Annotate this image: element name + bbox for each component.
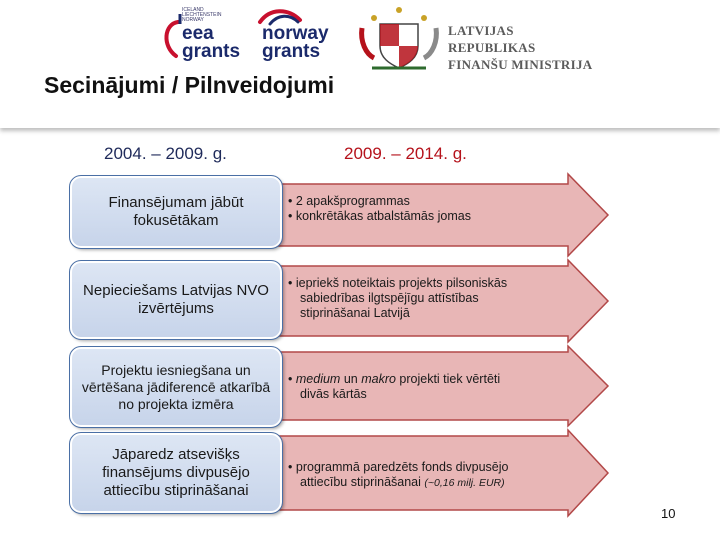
improvement-item: • 2 apakšprogrammas — [288, 194, 410, 208]
ministry-name — [448, 22, 598, 73]
ministry-line-2: FINANŠU MINISTRIJA — [448, 57, 593, 72]
improvement-text-4: • programmā paredzēts fonds divpusējo attiecību stiprināšanai (~0,16 milj. EUR) — [288, 460, 556, 491]
improvement-text-1 — [288, 194, 556, 224]
conclusion-box-2: Nepieciešams Latvijas NVO izvērtējums — [70, 261, 282, 339]
period-2009-2014: 2009. – 2014. g. — [344, 144, 467, 163]
conclusion-box-4: Jāparedz atsevišķs finansējums divpusējo attiecību stiprināšanai — [70, 433, 282, 513]
ministry-line-1: LATVIJAS REPUBLIKAS — [448, 23, 536, 55]
improvement-item: • iepriekš noteiktais projekts pilsoniskās — [288, 276, 508, 290]
improvement-arrow-3 — [250, 344, 610, 428]
norway-word: norway — [262, 23, 329, 44]
improvement-arrow-1 — [250, 172, 610, 258]
eea-swirl-icon — [160, 6, 184, 64]
norway-grants-logo — [252, 6, 342, 64]
conclusion-box-3: Projektu iesniegšana un vērtēšana jādiferencē atkarībā no projekta izmēra — [70, 347, 282, 427]
latvia-coat-of-arms-icon — [354, 2, 444, 74]
eea-grants-logo — [160, 6, 250, 64]
header-bar — [0, 0, 720, 128]
improvement-item: • medium un makro projekti tiek vērtēti — [288, 372, 501, 386]
improvement-arrow-4 — [250, 428, 610, 518]
improvement-item: • konkrētākas atbalstāmās jomas — [288, 209, 471, 223]
eea-grants-word: grants — [182, 41, 241, 62]
norway-grants-word: grants — [262, 41, 321, 62]
period-2004-2009: 2004. – 2009. g. — [104, 144, 227, 163]
eea-word: eea — [182, 23, 214, 44]
page-number: 10 — [661, 506, 676, 521]
improvement-item: • programmā paredzēts fonds divpusējo — [288, 460, 509, 474]
eea-small-text: ICELAND LIECHTENSTEIN NORWAY — [182, 7, 222, 23]
improvement-arrow-2 — [250, 258, 610, 344]
page-title: Secinājumi / Pilnveidojumi — [44, 72, 335, 98]
conclusion-box-1: Finansējumam jābūt fokusētākam — [70, 176, 282, 248]
improvement-text-2: • iepriekš noteiktais projekts pilsoniskās sabiedrības ilgtspējīgu attīstības stiprināšanai Latvijā — [288, 276, 556, 321]
improvement-text-3: • medium un makro projekti tiek vērtēti divās kārtās — [288, 372, 556, 402]
